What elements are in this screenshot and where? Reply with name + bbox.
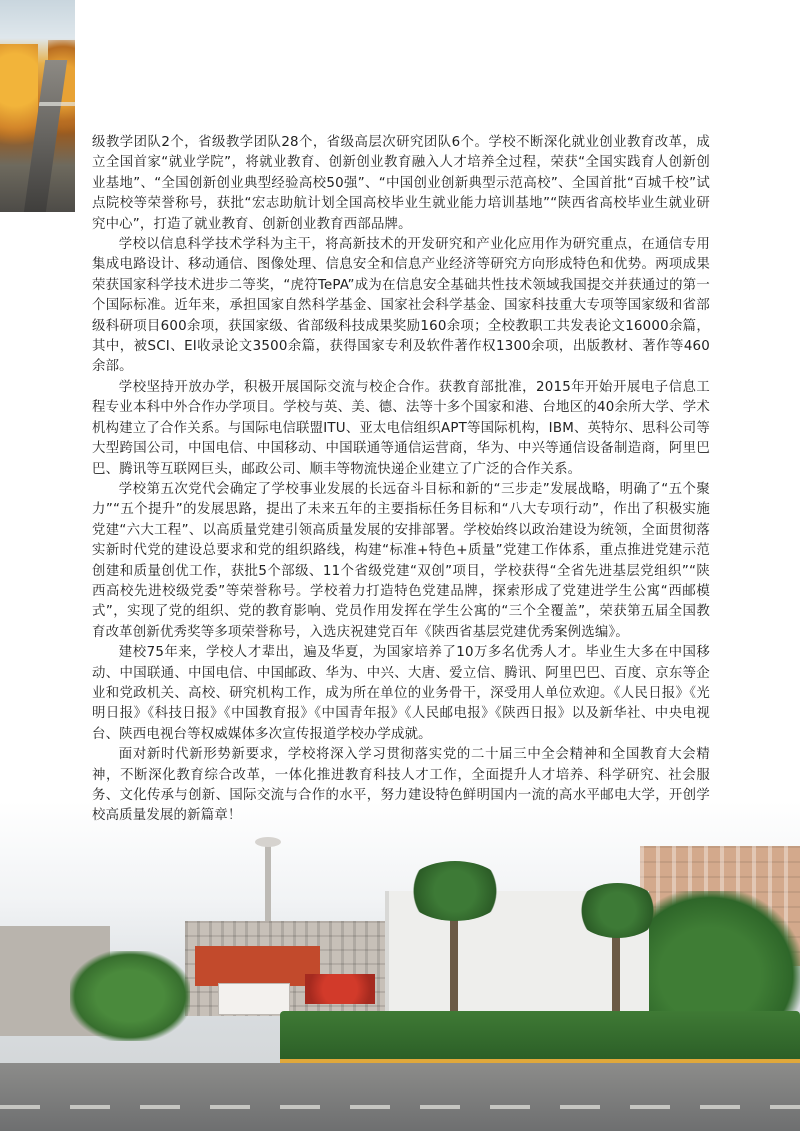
photo-antenna-dish [255, 837, 281, 847]
campus-gate-photo [0, 801, 800, 1131]
paragraph: 学校坚持开放办学，积极开展国际交流与校企合作。获教育部批准，2015年开始开展电子信息工程专业本科中外合作办学项目。学校与英、美、德、法等十多个国家和港、台地区的40余所大学、学术机构建立了合作关系。与国际电信联盟ITU、亚太电信组织APT等国际机构，IBM、英特尔、思科公司等大型跨国公司，中国电信、中国移动、中国联通等通信运营商，华为、中兴等通信设备制造商，阿里巴巴、腾讯等互联网巨头，邮政公司、顺丰等物流快递企业建立了广泛的合作关系。 [92, 379, 710, 477]
photo-hedge [280, 1011, 800, 1063]
body-text [92, 133, 710, 827]
photo-road [0, 1063, 800, 1131]
paragraph: 学校以信息科学技术学科为主干，将高新技术的开发研究和产业化应用作为研究重点，在通信专用集成电路设计、移动通信、图像处理、信息安全和信息产业经济等研究方向形成特色和优势。两项成果荣获国家科学技术进步二等奖，“虎符TePA”成为在信息安全基础共性技术领域我国提交并获通过的第一个国际标准。近年来，承担国家自然科学基金、国家社会科学基金、国家科技重大专项等国家级和省部级科研项目600余项，获国家级、省部级科技成果奖励160余项；全校教职工共发表论文16000余篇，其中，被SCI、EI收录论文3500余篇，获得国家专利及软件著作权1300余项，出版教材、著作等460余部。 [92, 237, 710, 375]
photo-palm-crown [575, 883, 660, 938]
photo-red-sign [195, 946, 320, 986]
photo-trees-left [70, 951, 190, 1041]
paragraph: 学校第五次党代会确定了学校事业发展的长远奋斗目标和新的“三步走”发展战略，明确了“五个聚力”“五个提升”的发展思路，提出了未来五年的主要指标任务目标和“八大专项行动”，作出了积极实施党建“六大工程”、以高质量党建引领高质量发展的安排部署。学校始终以政治建设为统领，全面贯彻落实新时代党的建设总要求和党的组织路线，构建“标准+特色+质量”党建工作体系，重点推进党建示范创建和质量创优工作，获批5个部级、11个省级党建“双创”项目，学校获得“全省先进基层党组织”“陕西高校先进校级党委”等荣誉称号。学校着力打造特色党建品牌，探索形成了党建进学生公寓“西邮模式”，实现了党的组织、党的教育影响、党员作用发挥在学生公寓的“三个全覆盖”，荣获第五届全国教育改革创新优秀奖等多项荣誉称号，入选庆祝建党百年《陕西省基层党建优秀案例选编》。 [92, 481, 710, 640]
photo-palm-crown [405, 861, 505, 921]
paragraph: 级教学团队2个，省级教学团队28个，省级高层次研究团队6个。学校不断深化就业创业教育改革，成立全国首家“就业学院”，将就业教育、创新创业教育融入人才培养全过程，荣获“全国实践育人创新创业基地”、“全国创新创业典型经验高校50强”、“中国创业创新典型示范高校”、全国首批“百城千校”试点院校等荣誉称号，获批“宏志助航计划全国高校毕业生就业能力培训基地”“陕西省高校毕业生就业研究中心”，打造了就业教育、创新创业教育西部品牌。 [92, 135, 710, 232]
paragraph: 建校75年来，学校人才辈出，遍及华夏，为国家培养了10万多名优秀人才。毕业生大多在中国移动、中国联通、中国电信、中国邮政、华为、中兴、大唐、爱立信、腾讯、阿里巴巴、百度、京东等企业和党政机关、高校、研究机构工作，成为所在单位的业务骨干，深受用人单位欢迎。《人民日报》《光明日报》《科技日报》《中国教育报》《中国青年报》《人民邮电报》《陕西日报》以及新华社、中央电视台、陕西电视台等权威媒体多次宣传报道学校办学成就。 [92, 645, 710, 742]
autumn-avenue-photo [0, 0, 75, 212]
photo-flower-bed [305, 974, 375, 1004]
paragraph: 面对新时代新形势新要求，学校将深入学习贯彻落实党的二十届三中全会精神和全国教育大会精神，不断深化教育综合改革，一体化推进教育科技人才工作，全面提升人才培养、科学研究、社会服务、文化传承与创新、国际交流与合作的水平，努力建设特色鲜明国内一流的高水平邮电大学，开创学校高质量发展的新篇章！ [92, 747, 710, 824]
photo-name-plaque [218, 983, 290, 1015]
